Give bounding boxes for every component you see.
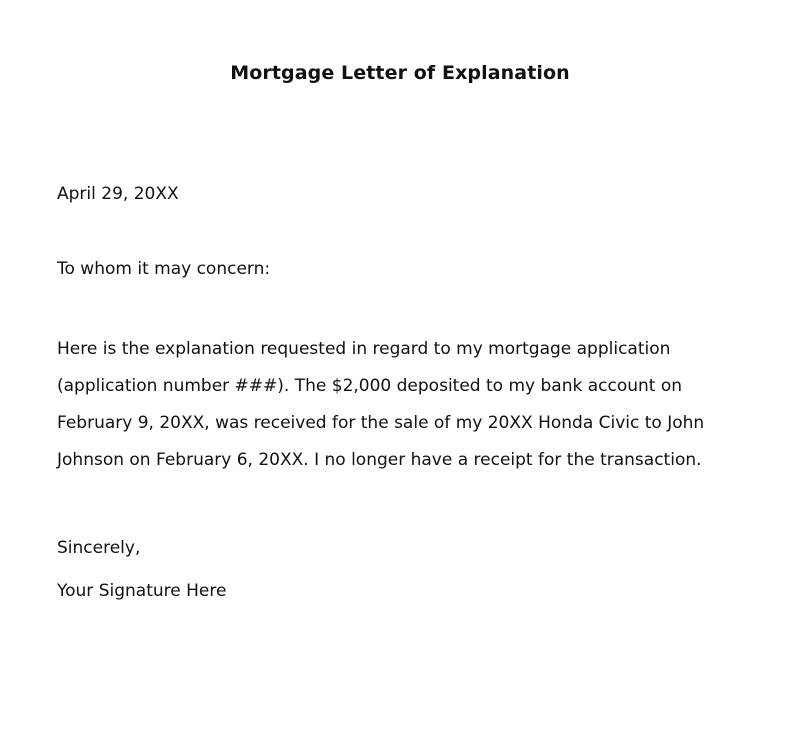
letter-closing: Sincerely, bbox=[57, 538, 141, 558]
letter-date: April 29, 20XX bbox=[57, 184, 179, 204]
letter-body-line: Here is the explanation requested in regard to my mortgage application bbox=[57, 339, 671, 359]
letter-salutation: To whom it may concern: bbox=[57, 259, 271, 279]
letter-body-line: February 9, 20XX, was received for the sale of my 20XX Honda Civic to John bbox=[57, 413, 705, 433]
letter-body-line: Johnson on February 6, 20XX. I no longer have a receipt for the transaction. bbox=[57, 450, 702, 470]
letter-title: Mortgage Letter of Explanation bbox=[230, 62, 570, 84]
letter-body bbox=[57, 331, 757, 479]
letter-signature: Your Signature Here bbox=[57, 581, 227, 601]
letter-body-line: (application number ###). The $2,000 deposited to my bank account on bbox=[57, 376, 683, 396]
